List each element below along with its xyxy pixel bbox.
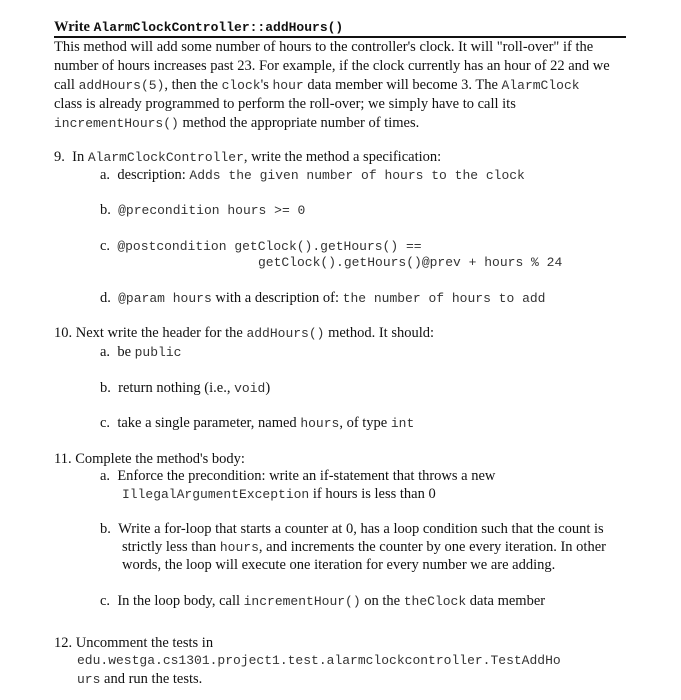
- page-title: Write AlarmClockController::addHours(): [54, 19, 344, 35]
- q9-item-c: c. @postcondition getClock().getHours() ==: [100, 238, 422, 254]
- document-page: Write AlarmClockController::addHours() This method will add some number of hours to the controller's clock. It will "roll-over" if the number of hours increases past 23. For example, if the clock currently has an hour of 22 and we call addHours(5), then the clock's hour data member will become 3. The AlarmClock class is already programmed to perform the roll-over; we simply have to call its incrementHours() method the appropriate number of times. 9. In AlarmClockController, write the method a specification: a. description: Adds the given number of hours to the clock b. @precondition hours >= 0 c. @postcondition getClock().getHours() == getClock().getHours()@prev + hours % 24 d. @param hours with a description of: the number of hours to add 10. Next write the header for the addHours() method. It should: a. be public b. return nothing (i.e., void) c. take a single parameter, named hours, of type int 11. Complete the method's body: a. Enforce the precondition: write an if-statement that throws a new IllegalArgumentException if hours is less than 0 b. Write a for-loop that starts a counter at 0, has a loop condition such that the count is strictly less than hours, and increments the counter by one every iteration. In other words, the loop will execute one iteration for every number we are adding. c. In the loop body, call incrementHour() on the theClock data member 12. Uncomment the tests in edu.westga.cs1301.project1.test.alarmclockcontroller.TestAddHo urs and run the tests.: [0, 0, 681, 700]
- q11-item-a: a. Enforce the precondition: write an if-statement that throws a new: [100, 468, 496, 484]
- question-9: 9. In AlarmClockController, write the method a specification:: [54, 149, 442, 165]
- q10-item-a: a. be public: [100, 344, 182, 360]
- q9-item-c-continued: getClock().getHours()@prev + hours % 24: [258, 255, 563, 270]
- q11-item-b: b. Write a for-loop that starts a counter at 0, has a loop condition such that the count is: [100, 521, 604, 537]
- question-12: 12. Uncomment the tests in: [54, 635, 214, 651]
- q11-item-a-continued: IllegalArgumentException if hours is less than 0: [122, 486, 436, 502]
- q9-item-d: d. @param hours with a description of: the number of hours to add: [100, 290, 546, 306]
- q9-item-a: a. description: Adds the given number of hours to the clock: [100, 167, 525, 183]
- question-10: 10. Next write the header for the addHours() method. It should:: [54, 325, 435, 341]
- q10-item-b: b. return nothing (i.e., void): [100, 380, 271, 396]
- q12-test-package: edu.westga.cs1301.project1.test.alarmclockcontroller.TestAddHo: [77, 653, 561, 668]
- q10-item-c: c. take a single parameter, named hours, of type int: [100, 415, 415, 431]
- q11-item-c: c. In the loop body, call incrementHour() on the theClock data member: [100, 593, 546, 609]
- q11-item-b-line2: strictly less than hours, and increments the counter by one every iteration. In other: [122, 539, 606, 555]
- q12-line3: urs and run the tests.: [77, 671, 203, 687]
- q9-item-b: b. @precondition hours >= 0: [100, 202, 306, 218]
- question-11: 11. Complete the method's body:: [54, 451, 245, 467]
- q11-item-b-line3: words, the loop will execute one iteration for every number we are adding.: [122, 557, 556, 573]
